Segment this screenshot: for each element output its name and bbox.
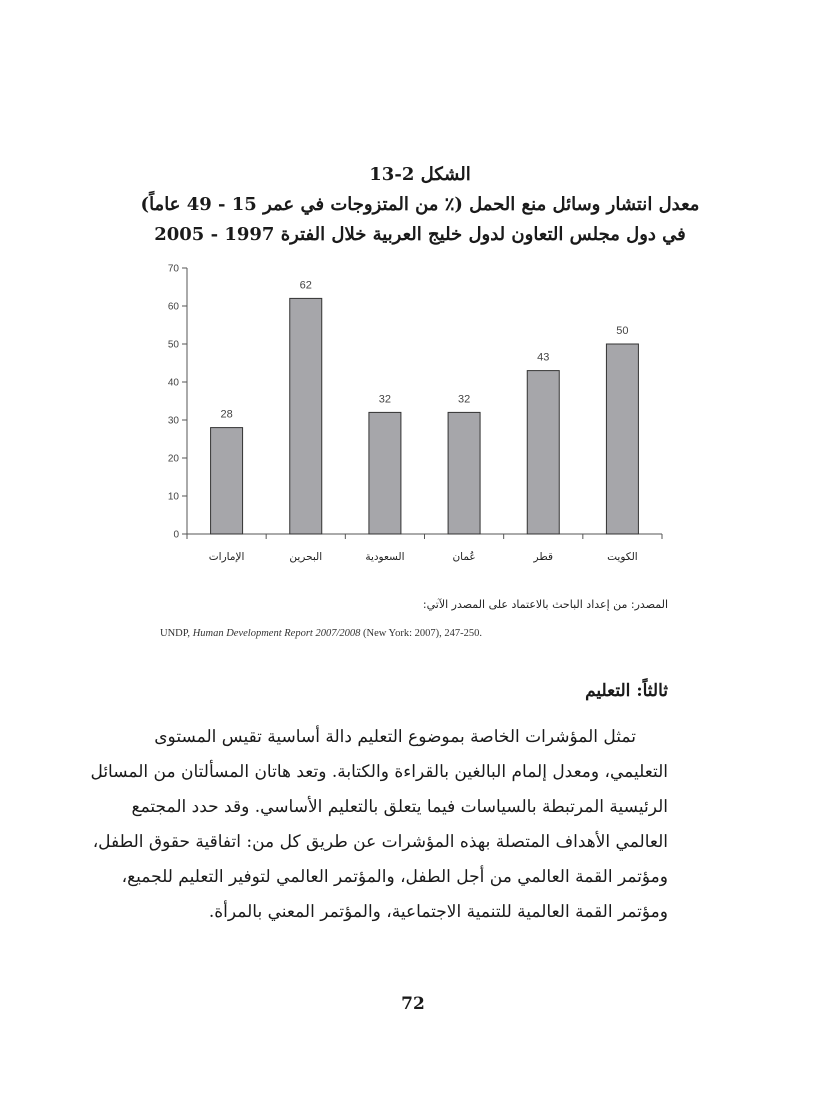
source-reference [160, 628, 680, 639]
y-tick-label: 0 [173, 529, 179, 541]
y-tick-label: 20 [167, 453, 179, 465]
x-category-label: عُمان [452, 551, 476, 563]
paragraph-line: الرئيسية المرتبطة بالسياسات فيما يتعلق بالتعليم الأساسي. وقد حدد المجتمع [131, 797, 668, 817]
bar-value-label: 62 [299, 279, 312, 292]
body-paragraph [90, 720, 668, 930]
y-tick-label: 30 [167, 415, 179, 427]
paragraph-line: ومؤتمر القمة العالمي من أجل الطفل، والمؤتمر العالمي لتوفير التعليم للجميع، [121, 867, 668, 887]
figure-title-block [140, 160, 700, 250]
paragraph-line: تمثل المؤشرات الخاصة بموضوع التعليم دالة أساسية تقيس المستوى [154, 727, 636, 747]
section-heading: ثالثاً: التعليم [585, 681, 668, 701]
source-ref-title: Human Development Report 2007/2008 [192, 628, 361, 639]
figure-title-line-1: معدل انتشار وسائل منع الحمل (٪ من المتزوجات في عمر 15 - 49 عاماً) [140, 194, 700, 215]
bar [606, 344, 638, 534]
y-tick-label: 10 [167, 491, 179, 503]
y-tick-label: 60 [167, 301, 179, 313]
x-category-label: الكويت [607, 551, 638, 563]
bar-value-label: 43 [537, 351, 550, 364]
source-ref-suffix: (New York: 2007), 247-250. [360, 628, 482, 639]
figure-label: الشكل 2-13 [369, 164, 471, 185]
x-category-label: قطر [533, 551, 553, 563]
bar-value-label: 50 [616, 325, 629, 337]
source-note-arabic: المصدر: من إعداد الباحث بالاعتماد على المصدر الآتي: [422, 598, 668, 611]
bar-value-label: 28 [220, 408, 233, 421]
bar [290, 298, 322, 534]
figure-title-line-2: في دول مجلس التعاون لدول خليج العربية خلال الفترة 1997 - 2005 [154, 224, 686, 245]
y-tick-label: 40 [167, 377, 179, 389]
x-category-label: الإمارات [208, 551, 245, 563]
x-category-label: البحرين [289, 551, 323, 563]
paragraph-line: التعليمي، ومعدل إلمام البالغين بالقراءة والكتابة. وتعد هاتان المسألتان من المسائل [90, 762, 668, 782]
bar-value-label: 32 [457, 393, 471, 406]
x-category-label: السعودية [365, 551, 405, 563]
bar [211, 428, 243, 534]
source-ref-prefix: UNDP, [160, 628, 193, 639]
page-number: 72 [401, 994, 425, 1014]
paragraph-line: العالمي الأهداف المتصلة بهذه المؤشرات عن طريق كل من: اتفاقية حقوق الطفل، [92, 832, 668, 852]
paragraph-line: ومؤتمر القمة العالمية للتنمية الاجتماعية، والمؤتمر المعني بالمرأة. [208, 902, 668, 922]
y-tick-label: 70 [167, 263, 179, 275]
y-tick-label: 50 [167, 339, 179, 351]
bar-chart [150, 258, 680, 578]
bar-value-label: 32 [378, 393, 392, 406]
bar [448, 412, 480, 534]
bar [527, 371, 559, 534]
bar [369, 412, 401, 534]
